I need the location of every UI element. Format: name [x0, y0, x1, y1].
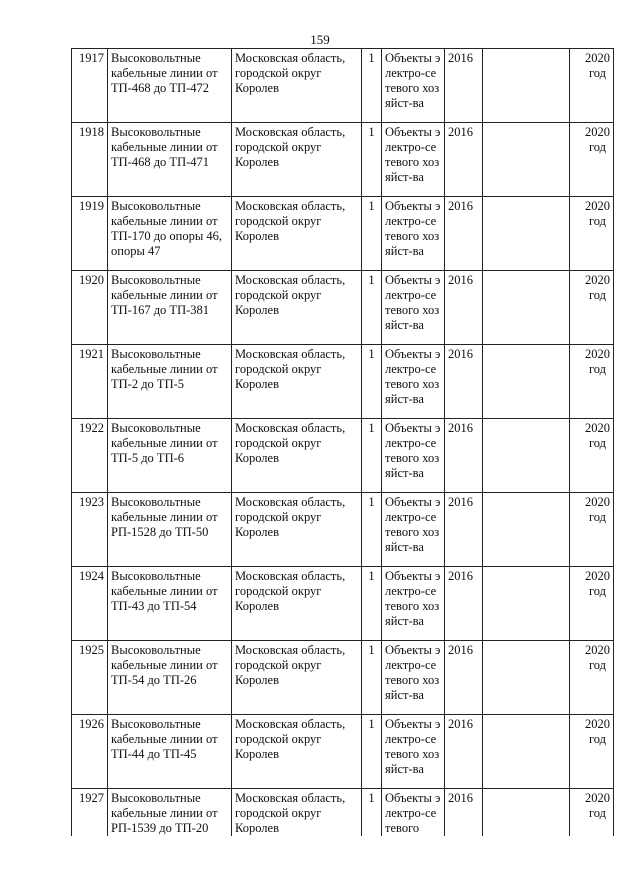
- term-value: [585, 495, 610, 525]
- object-type: Объекты электро-сетевого: [382, 789, 445, 837]
- term-year: 2020: [585, 51, 610, 65]
- term-year: 2020: [585, 421, 610, 435]
- object-name: Высоковольтные кабельные линии от ТП-43 до ТП-54: [108, 567, 232, 641]
- object-location: Московская область, городской округ Королев: [232, 123, 362, 197]
- empty-cell: [483, 789, 570, 837]
- table-row: [72, 345, 614, 419]
- term-year: 2020: [585, 347, 610, 361]
- empty-cell: [483, 641, 570, 715]
- object-year: 2016: [445, 271, 483, 345]
- term-value: [585, 347, 610, 377]
- object-type: Объекты электро-сетевого хозяйст-ва: [382, 271, 445, 345]
- object-location: Московская область, городской округ Королев: [232, 789, 362, 837]
- term-value: [585, 717, 610, 747]
- row-number: 1921: [72, 345, 108, 419]
- term-unit: год: [588, 214, 607, 228]
- object-term: [570, 567, 614, 641]
- table-row: [72, 493, 614, 567]
- object-location: Московская область, городской округ Королев: [232, 49, 362, 123]
- empty-cell: [483, 345, 570, 419]
- object-location: Московская область, городской округ Королев: [232, 641, 362, 715]
- row-number: 1925: [72, 641, 108, 715]
- row-number: 1923: [72, 493, 108, 567]
- page-number: 159: [310, 32, 330, 47]
- object-type: Объекты электро-сетевого хозяйст-ва: [382, 123, 445, 197]
- object-year: 2016: [445, 715, 483, 789]
- object-year: 2016: [445, 493, 483, 567]
- term-unit: год: [588, 732, 607, 746]
- row-number: 1918: [72, 123, 108, 197]
- term-value: [585, 125, 610, 155]
- object-term: [570, 271, 614, 345]
- object-term: [570, 49, 614, 123]
- object-term: [570, 789, 614, 837]
- object-quantity: 1: [362, 271, 382, 345]
- term-unit: год: [588, 436, 607, 450]
- object-quantity: 1: [362, 567, 382, 641]
- term-unit: год: [588, 658, 607, 672]
- term-unit: год: [588, 140, 607, 154]
- object-name: Высоковольтные кабельные линии от РП-1539 до ТП-20: [108, 789, 232, 837]
- object-quantity: 1: [362, 197, 382, 271]
- term-year: 2020: [585, 643, 610, 657]
- object-year: 2016: [445, 345, 483, 419]
- empty-cell: [483, 271, 570, 345]
- object-quantity: 1: [362, 419, 382, 493]
- row-number: 1922: [72, 419, 108, 493]
- term-unit: год: [588, 66, 607, 80]
- object-term: [570, 123, 614, 197]
- row-number: 1917: [72, 49, 108, 123]
- object-year: 2016: [445, 123, 483, 197]
- empty-cell: [483, 715, 570, 789]
- object-term: [570, 493, 614, 567]
- object-quantity: 1: [362, 715, 382, 789]
- object-type: Объекты электро-сетевого хозяйст-ва: [382, 567, 445, 641]
- term-year: 2020: [585, 717, 610, 731]
- table-row: [72, 419, 614, 493]
- registry-table: [71, 48, 614, 836]
- object-quantity: 1: [362, 49, 382, 123]
- object-name: Высоковольтные кабельные линии от ТП-468 до ТП-472: [108, 49, 232, 123]
- term-value: [585, 421, 610, 451]
- table-row: [72, 715, 614, 789]
- table-row: [72, 123, 614, 197]
- object-location: Московская область, городской округ Королев: [232, 493, 362, 567]
- object-quantity: 1: [362, 641, 382, 715]
- object-name: Высоковольтные кабельные линии от ТП-44 до ТП-45: [108, 715, 232, 789]
- object-location: Московская область, городской округ Королев: [232, 271, 362, 345]
- object-location: Московская область, городской округ Королев: [232, 345, 362, 419]
- object-name: Высоковольтные кабельные линии от ТП-2 до ТП-5: [108, 345, 232, 419]
- object-year: 2016: [445, 567, 483, 641]
- term-unit: год: [588, 584, 607, 598]
- term-unit: год: [588, 806, 607, 820]
- object-location: Московская область, городской округ Королев: [232, 567, 362, 641]
- object-year: 2016: [445, 641, 483, 715]
- row-number: 1926: [72, 715, 108, 789]
- object-year: 2016: [445, 419, 483, 493]
- object-type: Объекты электро-сетевого хозяйст-ва: [382, 345, 445, 419]
- empty-cell: [483, 123, 570, 197]
- object-name: Высоковольтные кабельные линии от ТП-468 до ТП-471: [108, 123, 232, 197]
- empty-cell: [483, 197, 570, 271]
- term-year: 2020: [585, 125, 610, 139]
- object-term: [570, 715, 614, 789]
- term-unit: год: [588, 362, 607, 376]
- object-name: Высоковольтные кабельные линии от ТП-170 до опоры 46, опоры 47: [108, 197, 232, 271]
- object-term: [570, 419, 614, 493]
- object-location: Московская область, городской округ Королев: [232, 419, 362, 493]
- table-row: [72, 789, 614, 837]
- term-year: 2020: [585, 273, 610, 287]
- object-type: Объекты электро-сетевого хозяйст-ва: [382, 419, 445, 493]
- term-year: 2020: [585, 791, 610, 805]
- object-quantity: 1: [362, 789, 382, 837]
- object-name: Высоковольтные кабельные линии от РП-1528 до ТП-50: [108, 493, 232, 567]
- table-row: [72, 271, 614, 345]
- term-value: [585, 273, 610, 303]
- object-quantity: 1: [362, 345, 382, 419]
- term-value: [585, 791, 610, 821]
- term-year: 2020: [585, 495, 610, 509]
- empty-cell: [483, 49, 570, 123]
- object-name: Высоковольтные кабельные линии от ТП-5 до ТП-6: [108, 419, 232, 493]
- term-year: 2020: [585, 199, 610, 213]
- object-location: Московская область, городской округ Королев: [232, 715, 362, 789]
- row-number: 1924: [72, 567, 108, 641]
- term-value: [585, 569, 610, 599]
- empty-cell: [483, 493, 570, 567]
- object-name: Высоковольтные кабельные линии от ТП-54 до ТП-26: [108, 641, 232, 715]
- object-type: Объекты электро-сетевого хозяйст-ва: [382, 49, 445, 123]
- empty-cell: [483, 567, 570, 641]
- row-number: 1919: [72, 197, 108, 271]
- object-type: Объекты электро-сетевого хозяйст-ва: [382, 197, 445, 271]
- object-year: 2016: [445, 789, 483, 837]
- table-row: [72, 641, 614, 715]
- object-quantity: 1: [362, 123, 382, 197]
- object-type: Объекты электро-сетевого хозяйст-ва: [382, 715, 445, 789]
- term-value: [585, 643, 610, 673]
- object-term: [570, 345, 614, 419]
- object-term: [570, 641, 614, 715]
- row-number: 1927: [72, 789, 108, 837]
- object-year: 2016: [445, 49, 483, 123]
- object-name: Высоковольтные кабельные линии от ТП-167 до ТП-381: [108, 271, 232, 345]
- empty-cell: [483, 419, 570, 493]
- object-year: 2016: [445, 197, 483, 271]
- term-year: 2020: [585, 569, 610, 583]
- term-value: [585, 199, 610, 229]
- term-unit: год: [588, 288, 607, 302]
- table-row: [72, 567, 614, 641]
- object-location: Московская область, городской округ Королев: [232, 197, 362, 271]
- object-term: [570, 197, 614, 271]
- row-number: 1920: [72, 271, 108, 345]
- table-row: [72, 49, 614, 123]
- term-value: [585, 51, 610, 81]
- object-type: Объекты электро-сетевого хозяйст-ва: [382, 493, 445, 567]
- term-unit: год: [588, 510, 607, 524]
- object-type: Объекты электро-сетевого хозяйст-ва: [382, 641, 445, 715]
- object-quantity: 1: [362, 493, 382, 567]
- table-row: [72, 197, 614, 271]
